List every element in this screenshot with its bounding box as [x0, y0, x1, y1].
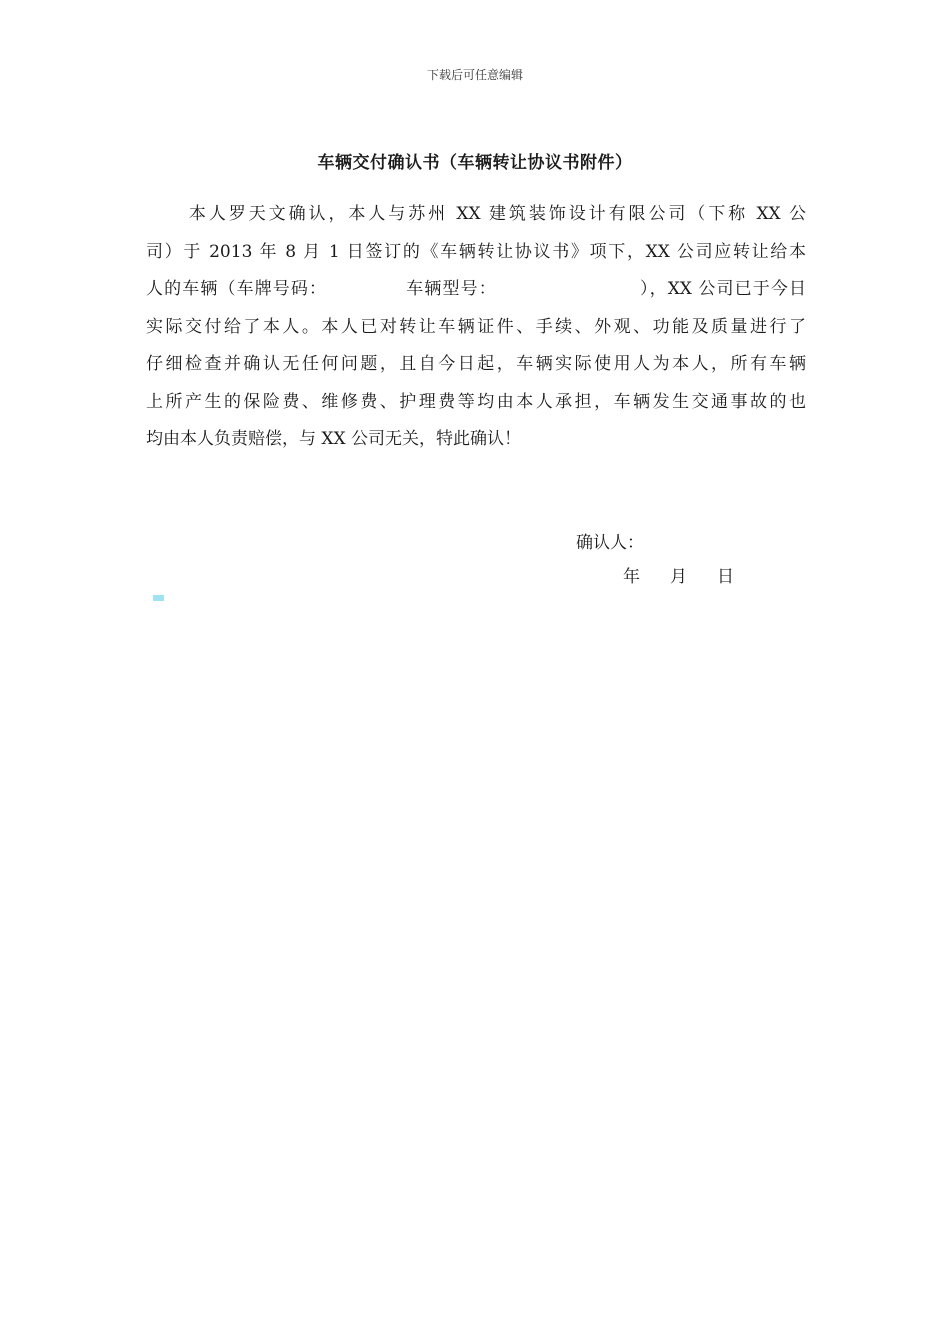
day-label: 日	[717, 567, 734, 587]
paragraph-line-3-end: ），XX 公司已于今日	[638, 279, 807, 299]
date-row	[623, 562, 734, 587]
paragraph-line-1: 本人罗天文确认，本人与苏州 XX 建筑装饰设计有限公司（下称 XX 公	[186, 204, 806, 224]
vehicle-model-label: 车辆型号：	[405, 279, 497, 299]
document-title: 车辆交付确认书（车辆转让协议书附件）	[317, 153, 633, 173]
body-paragraph	[146, 196, 806, 459]
plate-number-label: 人的车辆（车牌号码：	[146, 279, 328, 299]
year-label: 年	[623, 567, 640, 587]
paragraph-line	[146, 271, 806, 309]
confirmer-label: 确认人：	[576, 533, 644, 553]
paragraph-line-5: 仔细检查并确认无任何问题，且自今日起，车辆实际使用人为本人，所有车辆	[146, 354, 806, 374]
paragraph-line-4: 实际交付给了本人。本人已对转让车辆证件、手续、外观、功能及质量进行了	[146, 316, 806, 337]
header-note: 下载后可任意编辑	[426, 68, 523, 82]
month-label: 月	[670, 567, 687, 587]
paragraph-line	[146, 196, 806, 234]
highlight-marker	[153, 595, 164, 601]
paragraph-line-2: 司）于 2013 年 8 月 1 日签订的《车辆转让协议书》项下，XX 公司应转让给本	[146, 241, 806, 262]
paragraph-line-7: 均由本人负责赔偿，与 XX 公司无关，特此确认！	[146, 429, 522, 449]
paragraph-line-6: 上所产生的保险费、维修费、护理费等均由本人承担，车辆发生交通事故的也	[146, 391, 806, 412]
